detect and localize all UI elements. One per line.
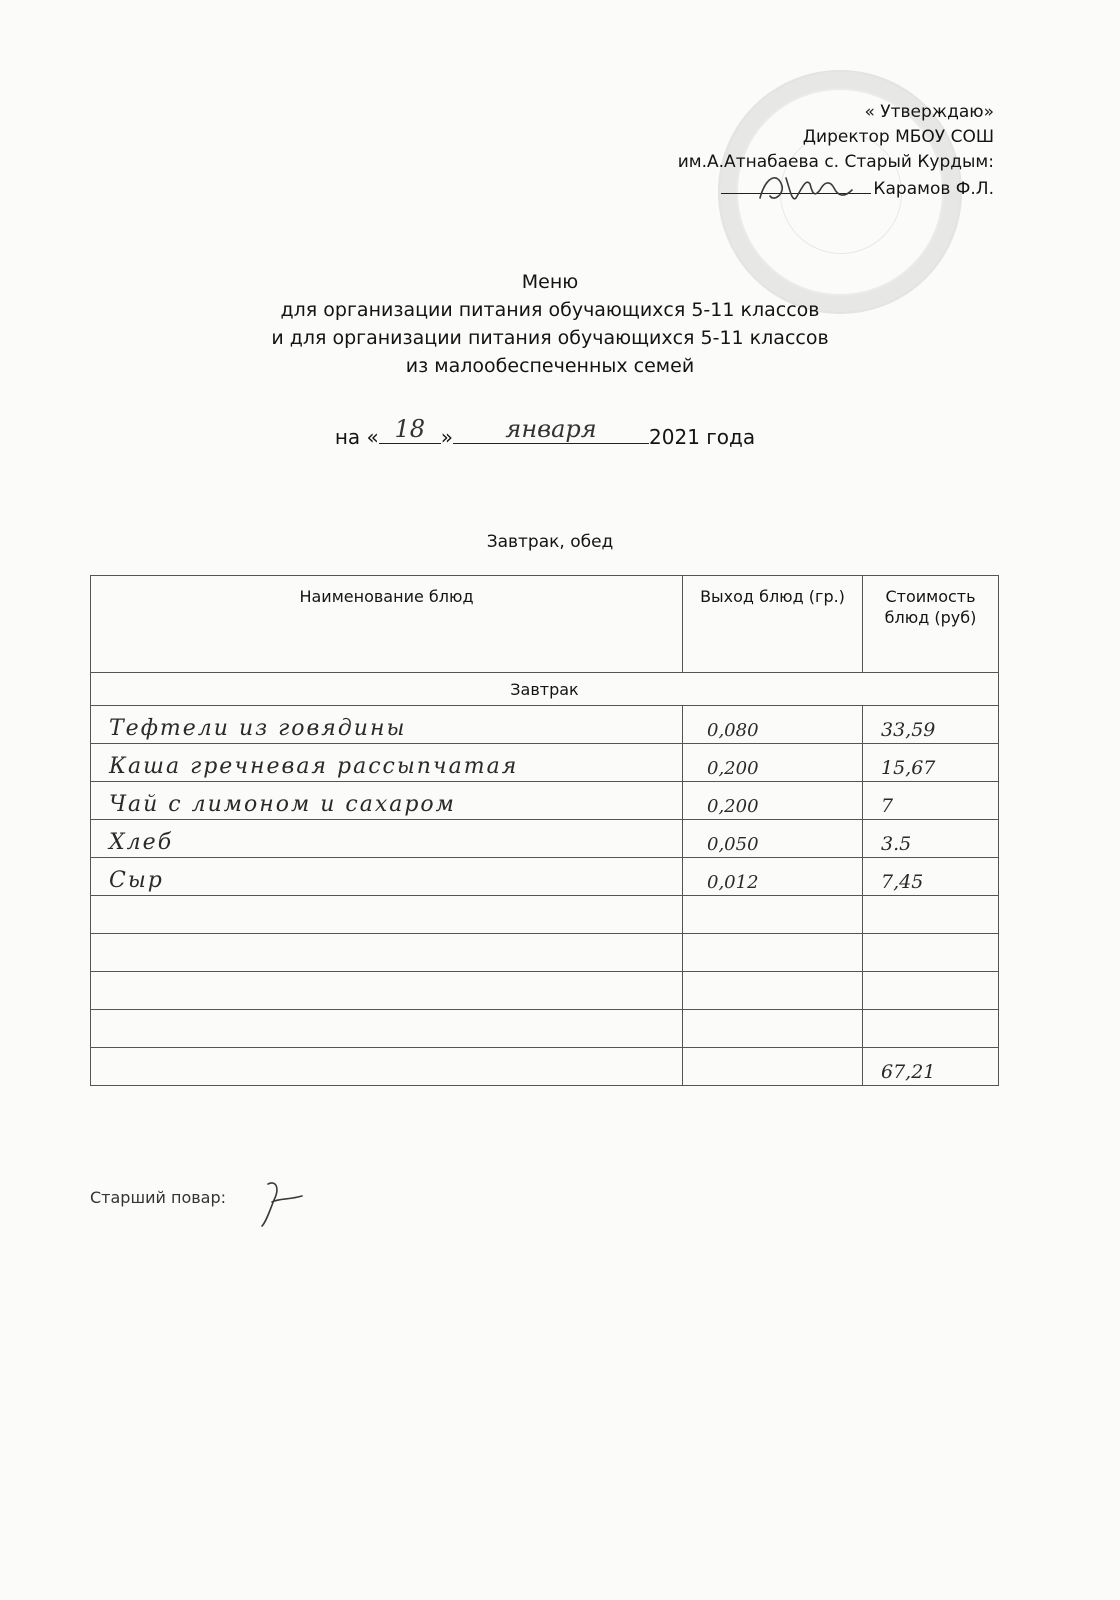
dish-name-cell: Хлеб — [91, 820, 683, 858]
approval-line-3: им.А.Атнабаева с. Старый Курдым: — [677, 152, 994, 172]
date-day: 18 — [394, 415, 426, 443]
group-breakfast: Завтрак — [91, 673, 999, 706]
title-line-1: Меню — [521, 271, 579, 293]
date-prefix: на « — [334, 425, 379, 449]
director-name: Карамов Ф.Л. — [873, 179, 994, 199]
output-cell — [683, 1048, 863, 1086]
dish-name-cell: Сыр — [91, 858, 683, 896]
output-cell — [683, 972, 863, 1010]
output-cell: 0,200 — [683, 782, 863, 820]
table-row — [91, 782, 999, 820]
dish-name-cell — [91, 1048, 683, 1086]
title-line-2: для организации питания обучающихся 5-11 классов — [280, 299, 820, 321]
cook-signature — [258, 1178, 308, 1230]
cost-cell: 3.5 — [863, 820, 999, 858]
document-title — [0, 268, 1100, 380]
table-row — [91, 858, 999, 896]
cost-cell: 7 — [863, 782, 999, 820]
cost-cell — [863, 1010, 999, 1048]
table-header-row — [91, 576, 999, 673]
approval-line-2: Директор МБОУ СОШ — [802, 127, 994, 147]
output-cell — [683, 1010, 863, 1048]
approval-line-1: « Утверждаю» — [864, 102, 994, 122]
dish-name-cell: Каша гречневая рассыпчатая — [91, 744, 683, 782]
table-row — [91, 706, 999, 744]
dish-name-cell — [91, 972, 683, 1010]
date-line — [0, 415, 1090, 449]
dish-name-cell: Тефтели из говядины — [91, 706, 683, 744]
table-row — [91, 972, 999, 1010]
cost-cell: 33,59 — [863, 706, 999, 744]
table-row — [91, 934, 999, 972]
section-title: Завтрак, обед — [486, 532, 614, 552]
cost-cell: 15,67 — [863, 744, 999, 782]
title-line-4: из малообеспеченных семей — [405, 355, 695, 377]
table-row — [91, 1010, 999, 1048]
header-output: Выход блюд (гр.) — [683, 576, 863, 673]
dish-name-cell — [91, 896, 683, 934]
table-row — [91, 1048, 999, 1086]
dish-name-cell: Чай с лимоном и сахаром — [91, 782, 683, 820]
cost-cell — [863, 934, 999, 972]
header-dish-name: Наименование блюд — [91, 576, 683, 673]
date-month-blank — [453, 415, 649, 444]
date-mid: » — [440, 425, 454, 449]
cook-label: Старший повар: — [90, 1188, 227, 1207]
output-cell — [683, 896, 863, 934]
table-group-row — [91, 673, 999, 706]
table-row — [91, 820, 999, 858]
output-cell — [683, 934, 863, 972]
output-cell: 0,050 — [683, 820, 863, 858]
date-day-blank — [379, 415, 441, 444]
dish-name-cell — [91, 1010, 683, 1048]
output-cell: 0,080 — [683, 706, 863, 744]
director-signature — [756, 168, 856, 210]
table-row — [91, 744, 999, 782]
date-suffix: 2021 года — [649, 425, 756, 449]
cost-cell — [863, 972, 999, 1010]
title-line-3: и для организации питания обучающихся 5-11 классов — [271, 327, 829, 349]
dish-name-cell — [91, 934, 683, 972]
cost-cell — [863, 896, 999, 934]
output-cell: 0,012 — [683, 858, 863, 896]
menu-table — [90, 575, 999, 1086]
cost-cell: 67,21 — [863, 1048, 999, 1086]
cost-cell: 7,45 — [863, 858, 999, 896]
header-cost: Стоимость блюд (руб) — [863, 576, 999, 673]
output-cell: 0,200 — [683, 744, 863, 782]
date-month: января — [505, 415, 597, 443]
table-row — [91, 896, 999, 934]
